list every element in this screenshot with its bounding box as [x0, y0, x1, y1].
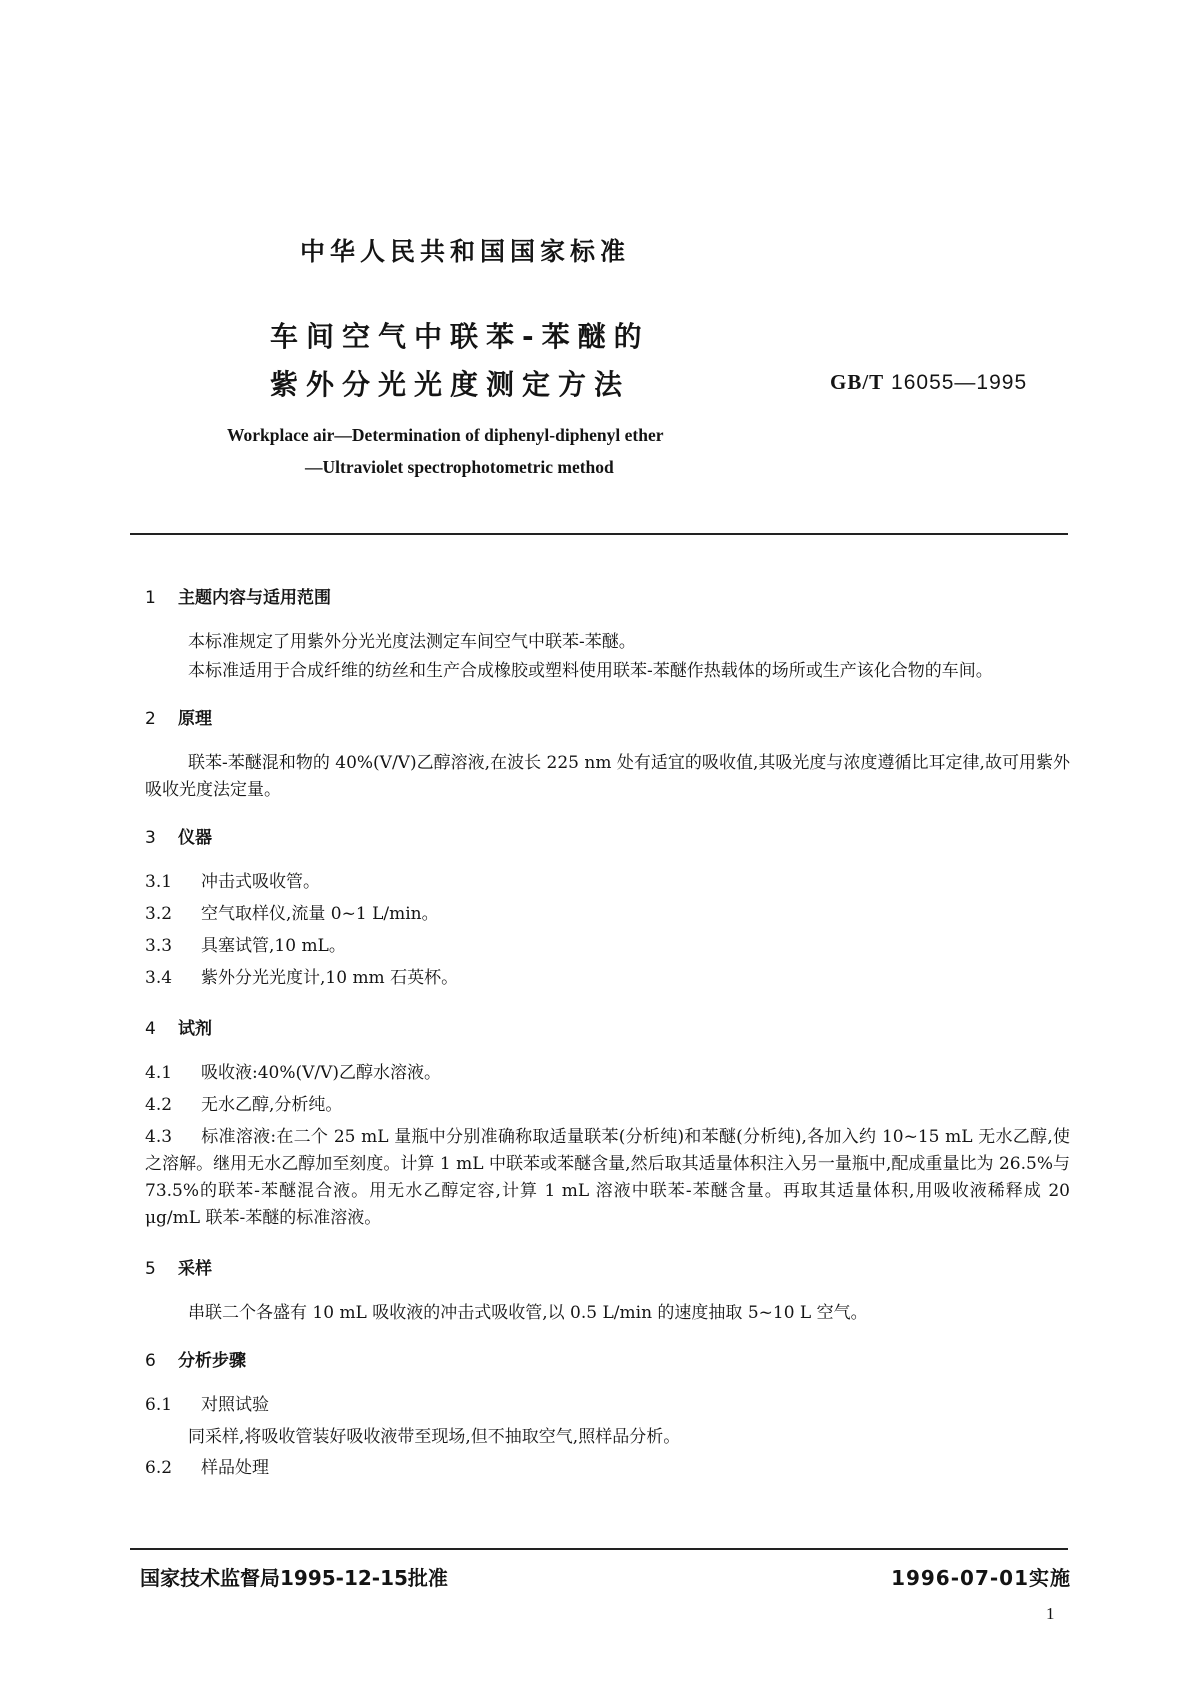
document-body: [145, 585, 1070, 1487]
section-number: 6: [145, 1351, 156, 1371]
section-2-paragraph-1: 联苯-苯醚混和物的 40%(V/V)乙醇溶液,在波长 225 nm 处有适宜的吸收值,其吸光度与浓度遵循比耳定律,故可用紫外吸收光度法定量。: [145, 753, 1070, 800]
clause-3-2: [145, 901, 1070, 928]
clause-4-3: [145, 1124, 1070, 1232]
section-number: 4: [145, 1019, 156, 1039]
clause-text: 冲击式吸收管。: [201, 872, 320, 892]
clause-6-1-detail: 同采样,将吸收管装好吸收液带至现场,但不抽取空气,照样品分析。: [188, 1427, 681, 1447]
national-standard-heading: 中华人民共和国国家标准: [300, 237, 631, 266]
standard-prefix: GB/T: [830, 370, 885, 394]
section-title: 仪器: [178, 828, 212, 848]
section-number: 1: [145, 588, 156, 608]
standard-code: 16055—1995: [891, 371, 1028, 394]
standard-number: [830, 370, 1027, 395]
section-1-heading: [145, 585, 1070, 612]
clause-text: 标准溶液:在二个 25 mL 量瓶中分别准确称取适量联苯(分析纯)和苯醚(分析纯),各加入约 10~15 mL 无水乙醇,使之溶解。继用无水乙醇加至刻度。计算 1 mL 中联苯或苯醚含量,然后取其适量体积注入另一量瓶中,配成重量比为 26.5%与 73.5%的联苯-苯醚混合液。用无水乙醇定容,计算 1 mL 溶液中联苯-苯醚含量。再取其适量体积,用吸收液稀释成 20 μg/mL 联苯-苯醚的标准溶液。: [145, 1127, 1070, 1228]
clause-text: 具塞试管,10 mL。: [201, 936, 346, 956]
english-title-line2: —Ultraviolet spectrophotometric method: [305, 457, 614, 477]
clause-number: 4.2: [145, 1095, 173, 1115]
clause-text: 无水乙醇,分析纯。: [201, 1095, 343, 1115]
clause-3-1: [145, 869, 1070, 896]
clause-number: 3.4: [145, 968, 173, 988]
clause-number: 4.1: [145, 1063, 173, 1083]
section-title: 试剂: [178, 1019, 212, 1039]
clause-text: 空气取样仪,流量 0~1 L/min。: [201, 904, 439, 924]
clause-6-1: [145, 1392, 1070, 1419]
clause-3-3: [145, 933, 1070, 960]
clause-3-4: [145, 965, 1070, 992]
document-title-line2: 紫外分光光度测定方法: [270, 368, 631, 401]
clause-number: 3.2: [145, 904, 173, 924]
document-title-line1: 车间空气中联苯-苯醚的: [270, 320, 650, 353]
page-number: 1: [1046, 1604, 1055, 1623]
bottom-divider: [130, 1548, 1068, 1550]
section-5-heading: [145, 1256, 1070, 1283]
section-title: 分析步骤: [178, 1351, 246, 1371]
clause-text: 对照试验: [201, 1395, 269, 1415]
clause-number: 3.1: [145, 872, 173, 892]
section-5-paragraph-1: 串联二个各盛有 10 mL 吸收液的冲击式吸收管,以 0.5 L/min 的速度抽取 5~10 L 空气。: [188, 1303, 868, 1323]
section-number: 3: [145, 828, 156, 848]
clause-text: 吸收液:40%(V/V)乙醇水溶液。: [201, 1063, 442, 1083]
section-1-paragraph-1: 本标准规定了用紫外分光光度法测定车间空气中联苯-苯醚。: [188, 632, 636, 652]
top-divider: [130, 533, 1068, 535]
section-3-heading: [145, 825, 1070, 852]
section-2-heading: [145, 706, 1070, 733]
section-number: 5: [145, 1259, 156, 1279]
clause-number: 6.1: [145, 1395, 173, 1415]
clause-text: 紫外分光光度计,10 mm 石英杯。: [201, 968, 459, 988]
clause-4-2: [145, 1092, 1070, 1119]
section-title: 采样: [178, 1259, 212, 1279]
clause-6-2: [145, 1455, 1070, 1482]
clause-number: 3.3: [145, 936, 173, 956]
section-number: 2: [145, 709, 156, 729]
section-title: 主题内容与适用范围: [178, 588, 331, 608]
clause-number: 6.2: [145, 1458, 173, 1478]
section-6-heading: [145, 1348, 1070, 1375]
clause-text: 样品处理: [201, 1458, 269, 1478]
english-title-line1: Workplace air—Determination of diphenyl-diphenyl ether: [227, 425, 664, 445]
approval-line: 国家技术监督局1995-12-15批准: [140, 1566, 448, 1590]
effective-date: 1996-07-01实施: [891, 1566, 1071, 1590]
clause-number: 4.3: [145, 1127, 173, 1147]
section-title: 原理: [178, 709, 212, 729]
section-1-paragraph-2: 本标准适用于合成纤维的纺丝和生产合成橡胶或塑料使用联苯-苯醚作热载体的场所或生产该化合物的车间。: [188, 661, 993, 681]
section-4-heading: [145, 1016, 1070, 1043]
clause-4-1: [145, 1060, 1070, 1087]
